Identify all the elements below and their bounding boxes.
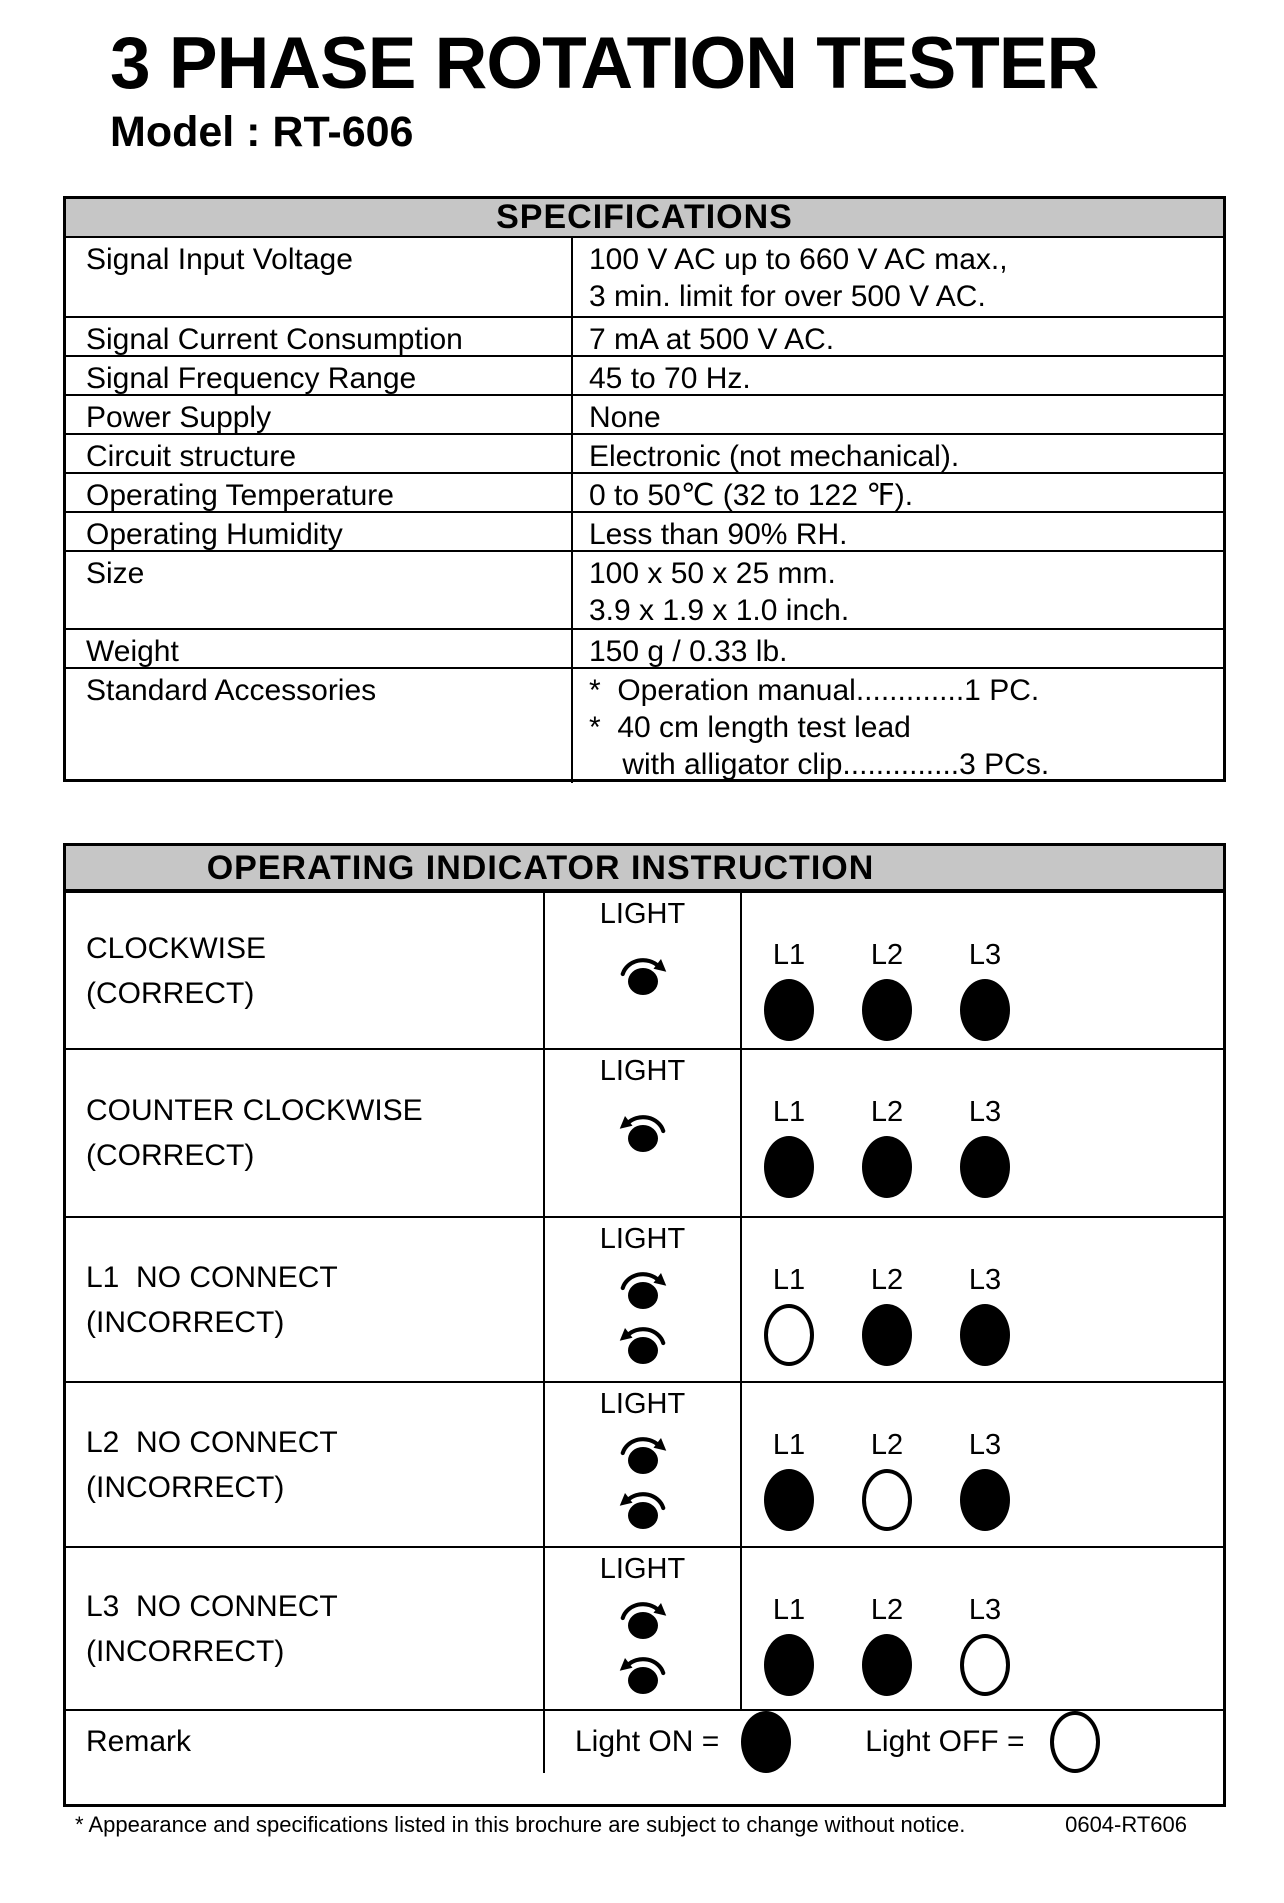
lamp-indicator	[764, 1136, 814, 1198]
phase-label-l2: L2	[870, 939, 904, 971]
lamps-cell	[740, 1048, 1223, 1216]
footer	[75, 1812, 1187, 1838]
lamps-cell	[740, 891, 1223, 1048]
spec-value: 0 to 50℃ (32 to 122 ℉).	[571, 472, 1223, 511]
indicator-row-label: L1 NO CONNECT (INCORRECT)	[66, 1216, 543, 1381]
spec-value: 100 V AC up to 660 V AC max., 3 min. limit for over 500 V AC.	[571, 238, 1223, 316]
phase-label-l3: L3	[968, 1096, 1002, 1128]
phase-label-l1: L1	[772, 1429, 806, 1461]
phase-label-l1: L1	[772, 939, 806, 971]
phase-label-l2: L2	[870, 1429, 904, 1461]
lamps-cell	[740, 1381, 1223, 1546]
indicator-row-label: L3 NO CONNECT (INCORRECT)	[66, 1546, 543, 1709]
counterclockwise-rotation-icon	[614, 1646, 672, 1697]
page-title: 3 PHASE ROTATION TESTER	[110, 23, 1099, 104]
remark-legend	[543, 1709, 1223, 1773]
clockwise-rotation-icon	[614, 1591, 672, 1642]
clockwise-rotation-icon	[614, 1261, 672, 1312]
clockwise-rotation-icon	[614, 1426, 672, 1477]
lamp-indicator	[862, 1136, 912, 1198]
specifications-header: SPECIFICATIONS	[66, 199, 1223, 238]
footer-document-code: 0604-RT606	[1065, 1812, 1187, 1837]
phase-label-l3: L3	[968, 1429, 1002, 1461]
spec-label: Circuit structure	[66, 433, 571, 472]
lamps-cell	[740, 1216, 1223, 1381]
indicator-row-label: COUNTER CLOCKWISE (CORRECT)	[66, 1048, 543, 1216]
phase-label-l3: L3	[968, 1264, 1002, 1296]
phase-label-l3: L3	[968, 939, 1002, 971]
lamp-indicator	[862, 1634, 912, 1696]
counterclockwise-rotation-icon	[614, 1104, 672, 1155]
spec-value: 7 mA at 500 V AC.	[571, 316, 1223, 355]
lamps-cell	[740, 1546, 1223, 1709]
phase-label-l1: L1	[772, 1096, 806, 1128]
phase-label-l2: L2	[870, 1264, 904, 1296]
spec-label: Standard Accessories	[66, 667, 571, 783]
counterclockwise-rotation-icon	[614, 1481, 672, 1532]
light-cell: LIGHT	[543, 891, 740, 1048]
spec-value: * Operation manual.............1 PC. * 40 cm length test lead with alligator clip..............3 PCs.	[571, 667, 1223, 783]
indicator-row-label: L2 NO CONNECT (INCORRECT)	[66, 1381, 543, 1546]
spec-label: Signal Input Voltage	[86, 243, 353, 276]
spec-value: None	[571, 394, 1223, 433]
lamp-indicator	[862, 1304, 912, 1366]
phase-label-l1: L1	[772, 1594, 806, 1626]
title-block	[110, 24, 1098, 157]
operating-indicator-table	[63, 843, 1226, 1807]
phase-label-l3: L3	[968, 1594, 1002, 1626]
lamp-indicator	[960, 1469, 1010, 1531]
remark-label: Remark	[66, 1709, 543, 1773]
light-off-label: Light OFF =	[865, 1725, 1025, 1758]
lamp-indicator	[764, 1634, 814, 1696]
lamp-indicator	[862, 1469, 912, 1531]
clockwise-rotation-icon	[614, 947, 672, 998]
spec-label: Operating Humidity	[66, 511, 571, 550]
lamp-indicator	[764, 1469, 814, 1531]
indicator-row-label: CLOCKWISE (CORRECT)	[66, 891, 543, 1048]
lamp-off-legend-icon	[1050, 1711, 1100, 1773]
spec-label: Signal Frequency Range	[66, 355, 571, 394]
specifications-table	[63, 196, 1226, 782]
model-number: Model : RT-606	[110, 108, 414, 157]
lamp-on-legend-icon	[741, 1711, 791, 1773]
phase-label-l2: L2	[870, 1096, 904, 1128]
lamp-indicator	[960, 1634, 1010, 1696]
spec-value: 100 x 50 x 25 mm. 3.9 x 1.9 x 1.0 inch.	[571, 550, 1223, 628]
spec-label: Weight	[66, 628, 571, 667]
spec-label: Power Supply	[66, 394, 571, 433]
spec-value: Less than 90% RH.	[571, 511, 1223, 550]
spec-value: 45 to 70 Hz.	[571, 355, 1223, 394]
footer-note: * Appearance and specifications listed in this brochure are subject to change without notice.	[75, 1812, 966, 1837]
light-cell: LIGHT	[543, 1216, 740, 1381]
lamp-indicator	[862, 979, 912, 1041]
operating-indicator-header: OPERATING INDICATOR INSTRUCTION	[66, 846, 1223, 891]
phase-label-l1: L1	[772, 1264, 806, 1296]
lamp-indicator	[960, 1304, 1010, 1366]
light-cell: LIGHT	[543, 1546, 740, 1709]
lamp-indicator	[960, 979, 1010, 1041]
spec-value: Electronic (not mechanical).	[571, 433, 1223, 472]
light-cell: LIGHT	[543, 1048, 740, 1216]
spec-label: Operating Temperature	[66, 472, 571, 511]
phase-label-l2: L2	[870, 1594, 904, 1626]
light-on-label: Light ON =	[575, 1725, 720, 1758]
lamp-indicator	[764, 1304, 814, 1366]
counterclockwise-rotation-icon	[614, 1316, 672, 1367]
lamp-indicator	[960, 1136, 1010, 1198]
lamp-indicator	[764, 979, 814, 1041]
spec-label: Size	[66, 550, 571, 628]
spec-label: Signal Current Consumption	[66, 316, 571, 355]
light-cell: LIGHT	[543, 1381, 740, 1546]
spec-value: 150 g / 0.33 lb.	[571, 628, 1223, 667]
